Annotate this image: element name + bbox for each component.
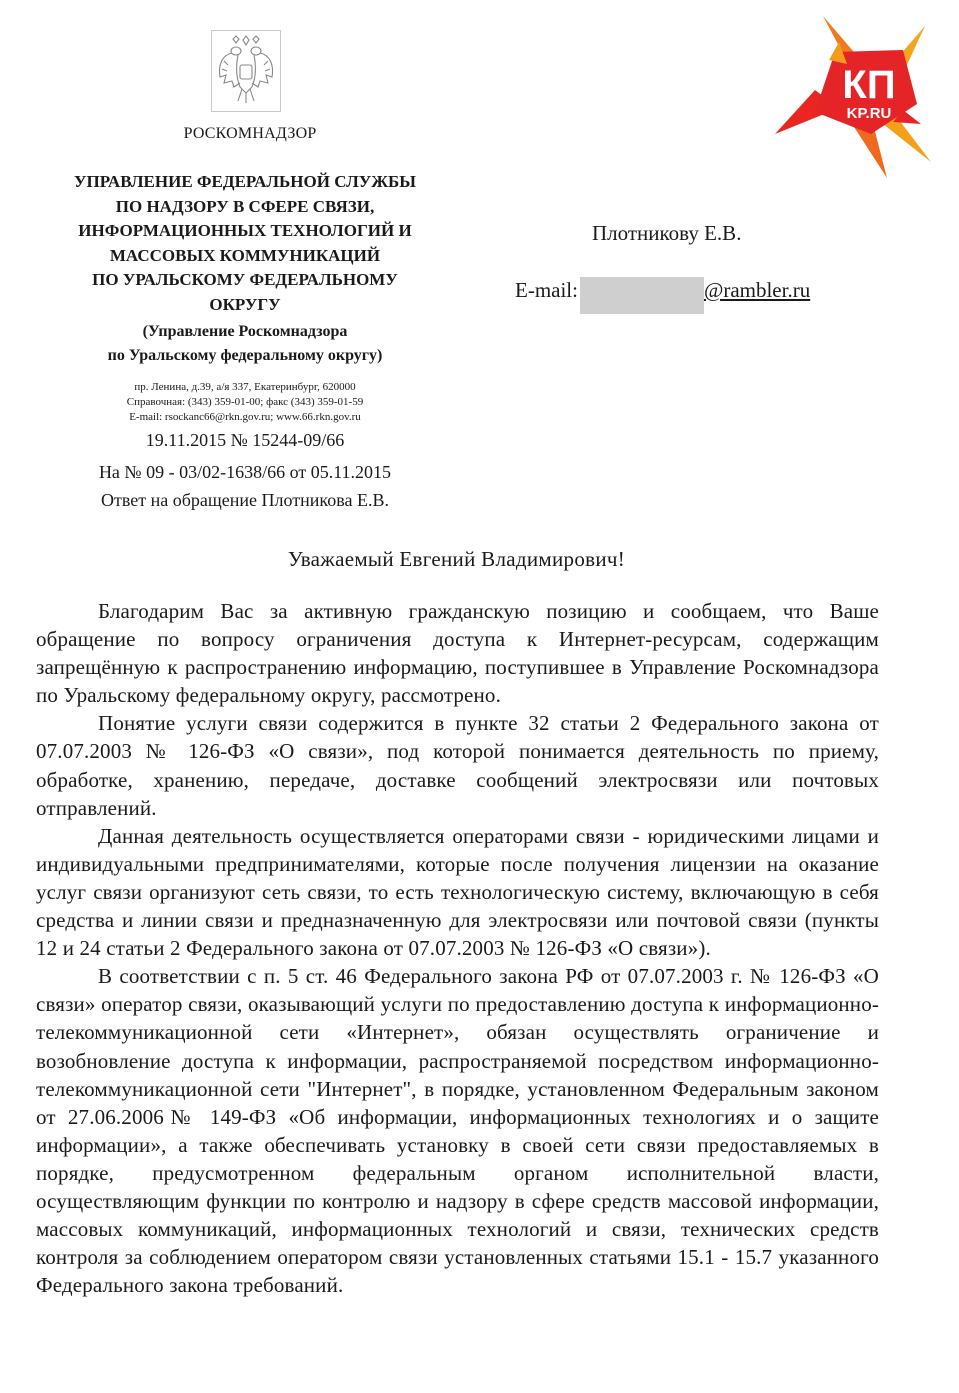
contact-address: пр. Ленина, д.39, а/я 337, Екатеринбург, 620000 <box>134 381 356 393</box>
agency-subtitle-line: по Уральскому федеральному округу) <box>107 346 383 364</box>
agency-short-name: РОСКОМНАДЗОР <box>183 125 317 142</box>
agency-name-line: ПО УРАЛЬСКОМУ ФЕДЕРАЛЬНОМУ <box>92 270 398 290</box>
email-label: E-mail: <box>515 278 578 302</box>
addressee-name: Плотникову Е.В. <box>592 221 742 245</box>
letter-paragraph: В соответствии с п. 5 ст. 46 Федерального закона РФ от 07.07.2003 г. № 126-ФЗ «О связи» оператор связи, оказывающий услуги по предоставлению доступа к информационно-телекоммуникационной сети «Интернет», обязан осуществлять ограничение и возобновление доступа к информации, распространяемой посредством информационно-телекоммуникационной сети "Интернет", в порядке, установленном Федеральным законом от 27.06.2006№ 149-ФЗ «Об информации, информационных технологиях и о защите информации», а также обеспечивать установку в своей сети связи предоставляемых в порядке, предусмотренном федеральным органом исполнительной власти, осуществляющим функции по контролю и надзору в сфере средств массовой информации, массовых коммуникаций, информационных технологий и связи, технических средств контроля за соблюдением оператором связи установленных статьями 15.1 - 15.7 указанного Федерального закона требований. <box>36 964 879 1298</box>
contact-phone: Справочная: (343) 359-01-00; факс (343) 359-01-59 <box>126 396 364 408</box>
coat-of-arms-icon <box>211 30 281 112</box>
reference-number: На № 09 - 03/02-1638/66 от 05.11.2015 <box>98 462 392 482</box>
salutation: Уважаемый Евгений Владимирович! <box>287 547 626 571</box>
agency-subtitle <box>40 320 450 368</box>
agency-name-line: УПРАВЛЕНИЕ ФЕДЕРАЛЬНОЙ СЛУЖБЫ <box>74 172 416 191</box>
agency-name-line: МАССОВЫХ КОММУНИКАЦИЙ <box>109 245 381 265</box>
letter-paragraph: Данная деятельность осуществляется операторами связи - юридическими лицами и индивидуальными предпринимателями, которые после получения лицензии на оказание услуг связи организуют сеть связи, то есть технологическую систему, включающую в себя средства и линии связи и предназначенную для электросвязи или почтовой связи (пункты 12 и 24 статьи 2 Федерального закона от 07.07.2003 № 126-ФЗ «О связи»). <box>36 823 879 961</box>
agency-name-line: ИНФОРМАЦИОННЫХ ТЕХНОЛОГИЙ И <box>78 221 412 241</box>
reference-block <box>40 458 450 514</box>
agency-name-line: ПО НАДЗОРУ В СФЕРЕ СВЯЗИ, <box>115 196 375 216</box>
email-domain: @rambler.ru <box>703 278 811 302</box>
logo-subtext: KP.RU <box>846 105 892 122</box>
agency-full-name <box>40 170 450 318</box>
redacted-block <box>580 277 704 314</box>
agency-contacts <box>40 380 450 425</box>
logo-text: КП <box>842 63 896 107</box>
addressee-email <box>515 278 810 314</box>
letter-paragraph: Благодарим Вас за активную гражданскую позицию и сообщаем, что Ваше обращение по вопросу ограничения доступа к Интернет-ресурсам, содержащим запрещённую к распространению информацию, поступившее в Управление Роскомнадзора по Уральскому федеральному округу, рассмотрено. <box>36 599 879 708</box>
agency-header <box>40 170 450 368</box>
contact-email: E-mail: rsockanc66@rkn.gov.ru; www.66.rkn.gov.ru <box>129 411 361 423</box>
registration-number: 19.11.2015 № 15244-09/66 <box>145 430 345 450</box>
agency-name-line: ОКРУГУ <box>209 294 281 314</box>
letter-body <box>36 597 879 1299</box>
letter-paragraph: Понятие услуги связи содержится в пункте 32 статьи 2 Федерального закона от 07.07.2003 № 126-ФЗ «О связи», под которой понимается деятельность по приему, обработке, хранению, передаче, доставке сообщений электросвязи или почтовых отправлений. <box>36 711 879 820</box>
letter-subject: Ответ на обращение Плотникова Е.В. <box>101 490 389 510</box>
agency-subtitle-line: (Управление Роскомнадзора <box>142 322 348 340</box>
kp-logo-icon <box>775 12 935 182</box>
